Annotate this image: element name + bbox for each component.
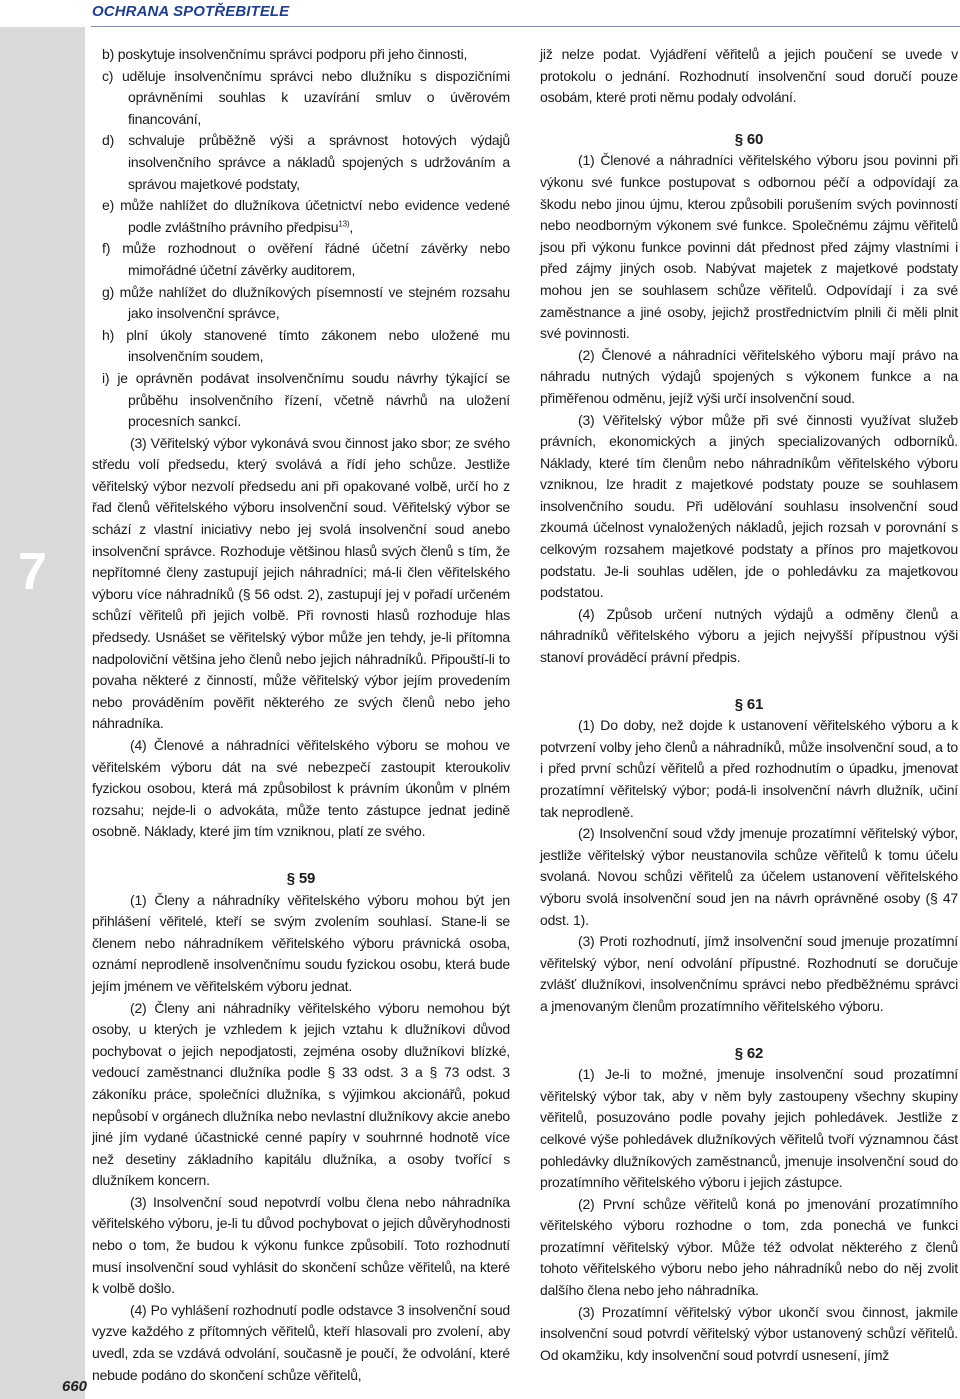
paragraph: (1) Je-li to možné, jmenuje insolvenční soud prozatímní věřitelský výbor tak, aby v něm byly zastoupeny všechny skupiny věřitelů, posuzováno podle povahy jejich pohledávek. Jestliže z celkové výše pohledávek dlužníkových věřitelů tvoří významnou část pohledávky dlužníkových zaměstnanců, jmenuje insolvenční soud do prozatímního věřitelského výboru i jejich zástupce.	[540, 1066, 958, 1191]
section-heading: § 62	[734, 1044, 764, 1062]
list-item-suffix: ,	[349, 218, 354, 235]
section-heading: § 60	[734, 130, 764, 148]
list-item: f) může rozhodnout o ověření řádné účetní závěrky nebo mimořádné účetní závěrky auditorem,	[102, 240, 510, 278]
running-header	[91, 0, 960, 27]
paragraph: (4) Po vyhlášení rozhodnutí podle odstavce 3 insolvenční soud vyzve každého z přítomných věřitelů, kteří hlasovali pro zvolení, aby uvedl, zda se vzdává odvolání, současně je poučí, že odvolání, které nebude podáno do skončení schůze věřitelů,	[92, 1301, 510, 1383]
list-item: b) poskytuje insolvenčnímu správci podporu při jeho činnosti,	[102, 46, 468, 62]
paragraph: (2) Členové a náhradníci věřitelského výboru mají právo na náhradu nutných výdajů spojených s výkonem funkce a na přiměřenou odměnu, jejíž výši určí insolvenční soud.	[540, 346, 958, 406]
list-item: c) uděluje insolvenčnímu správci nebo dlužníku s dispozičními oprávněními souhlas k uzavírání smluv o úvěrovém financování,	[102, 67, 510, 127]
list-item: i) je oprávněn podávat insolvenčnímu soudu návrhy týkající se průběhu insolvenčního řízení, včetně návrhů na uložení procesních sankcí.	[102, 369, 510, 430]
footnote-ref: 13)	[338, 219, 350, 229]
paragraph: (1) Členové a náhradníci věřitelského výboru jsou povinni při výkonu své funkce postupovat s odbornou péčí a odpovídají za škodu nebo jinou újmu, kterou způsobili porušením svých povinností nebo neodborným výkonem své funkce. Společnému zájmu věřitelů jsou při výkonu funkce povinni dát přednost před zájmy vlastními i před zájmy jiných osob. Nabývat majetek z majetkové podstaty mohou jen se souhlasem schůze věřitelů. Odpovídají i za své zaměstnance a jiné osoby, jejichž prostřednictvím plnili či měli plnit své povinnosti.	[540, 152, 958, 342]
paragraph: (4) Členové a náhradníci věřitelského výboru se mohou ve věřitelském výboru dát na své nebezpečí zastoupit kteroukoliv fyzickou osobou, která má způsobilost k právním úkonům v plném rozsahu; nejde-li o advokáta, může tento zástupce jednat jedině osobně. Náklady, které jim tím vzniknou, platí ze svého.	[92, 737, 510, 840]
paragraph: (3) Věřitelský výbor vykonává svou činnost jako sbor; ze svého středu volí předsedu, který svolává a řídí jeho schůze. Jestliže věřitelský výbor nezvolí předsedu ani při opakované volbě, určí ho z řad členů věřitelského výboru insolvenční soud. Věřitelský výbor se schází z vlastní iniciativy nebo jej svolá insolvenční soud anebo insolvenční správce. Rozhoduje většinou hlasů svých členů s tím, že nepřítomné členy zastupují jejich náhradníci; má-li člen věřitelského výboru více náhradníků (§ 56 odst. 2), zastupují jej v pořadí určeném schůzí věřitelů při jejich volbě. Při rovnosti hlasů rozhoduje hlas předsedy. Usnášet se věřitelský výbor může jen tehdy, je-li přítomna nadpoloviční většina jeho členů nebo jejich náhradníků. Připouští-li to povaha některé z činností, může věřitelský výbor jejím provedením nebo prováděním pověřit některého ze svých členů nebo jeho náhradníka.	[92, 434, 510, 732]
section-heading: § 61	[734, 695, 764, 713]
paragraph: (1) Do doby, než dojde k ustanovení věřitelského výboru a k potvrzení volby jeho členů a náhradníků, může insolvenční soud, a to i před první schůzí věřitelů a před rozhodnutím o úpadku, jmenovat prozatímní věřitelský výbor; podá-li insolvenční návrh dlužník, učiní tak neprodleně.	[540, 717, 958, 820]
chapter-number: 7	[18, 543, 47, 601]
section-heading: § 59	[286, 869, 316, 887]
paragraph: (3) Věřitelský výbor může při své činnosti využívat služeb právních, ekonomických a jiných specializovaných odborníků. Náklady, které tím členům nebo náhradníkům věřitelského výboru vzniknou, lze hradit z majetkové podstaty pouze se souhlasem insolvenčního soudu. Při udělování souhlasu insolvenční soud zkoumá účelnost vynaložených nákladů, jejich rozsah v porovnání s celkovým rozsahem majetkové podstaty a přínos pro majetkovou podstatu. Je-li souhlas udělen, jde o pohledávku za majetkovou podstatou.	[540, 411, 958, 601]
paragraph: (2) Insolvenční soud vždy jmenuje prozatímní věřitelský výbor, jestliže věřitelský výbor neustanovila schůze věřitelů k tomu účelu svolaná. Novou schůzi věřitelů za účelem ustanovení věřitelského výboru svolá insolvenční soud jen na návrh oprávněné osoby (§ 47 odst. 1).	[540, 825, 958, 928]
header-title: OCHRANA SPOTŘEBITELE	[92, 3, 290, 20]
page-number: 660	[62, 1378, 88, 1395]
list-item: g) může nahlížet do dlužníkových písemností ve stejném rozsahu jako insolvenční správce,	[102, 283, 510, 322]
right-column	[540, 44, 958, 1366]
paragraph: (3) Prozatímní věřitelský výbor ukončí svou činnost, jakmile insolvenční soud potvrdí věřitelský výbor ustanovený schůzí věřitelů. Od okamžiku, kdy insolvenční soud potvrdí usnesení, jímž	[540, 1303, 958, 1363]
paragraph: (4) Způsob určení nutných výdajů a odměny členů a náhradníků věřitelského výboru a jejich nejvyšší přípustnou výši stanoví prováděcí právní předpis.	[540, 605, 958, 666]
paragraph: (3) Insolvenční soud nepotvrdí volbu člena nebo náhradníka věřitelského výboru, je-li tu důvod pochybovat o jejich důvěryhodnosti nebo o tom, že budou k výkonu funkce způsobilí. Toto rozhodnutí musí insolvenční soud vyhlásit do skončení schůze věřitelů, na které k volbě došlo.	[92, 1193, 510, 1297]
paragraph: (1) Členy a náhradníky věřitelského výboru mohou být jen přihlášení věřitelé, kteří se svým zvolením souhlasí. Stane-li se členem nebo náhradníkem věřitelského výboru právnická osoba, oznámí neprodleně insolvenčnímu soudu fyzickou osobu, která bude jejím jménem ve věřitelském výboru jednat.	[92, 891, 510, 994]
paragraph: (3) Proti rozhodnutí, jímž insolvenční soud jmenuje prozatímní věřitelský výbor, není odvolání přípustné. Rozhodnutí se doručuje zvlášť dlužníkovi, insolvenčnímu správci nebo předběžnému správci a jmenovaným členům prozatímního věřitelského výboru.	[540, 933, 958, 1014]
paragraph: (2) První schůze věřitelů koná po jmenování prozatímního věřitelského výboru rozhodne o tom, zda ponechá ve funkci prozatímní věřitelský výbor. Může též odvolat některého z členů tohoto věřitelského výboru nebo jeho náhradníků nebo do něj zvolit dalšího člena nebo jeho náhradníka.	[540, 1195, 958, 1299]
paragraph: již nelze podat. Vyjádření věřitelů a jejich poučení se uvede v protokolu o jednání. Rozhodnutí insolvenční soud doručí pouze osobám, které proti němu podaly odvolání.	[540, 46, 958, 106]
list-item	[92, 195, 510, 238]
list-item: d) schvaluje průběžně výši a správnost hotových výdajů insolvenčního správce a nákladů spojených s udržováním a správou majetkové podstaty,	[102, 132, 510, 192]
chapter-sidebar	[0, 27, 88, 1399]
list-item: h) plní úkoly stanovené tímto zákonem nebo uložené mu insolvenčním soudem,	[102, 326, 510, 365]
paragraph: (2) Členy ani náhradníky věřitelského výboru nemohou být osoby, u kterých je vzhledem k jejich vztahu k dlužníkovi důvod pochybovat o jejich nepodjatosti, zejména osoby dlužníkovi blízké, vedoucí zaměstnanci dlužníka podle § 33 odst. 3 a § 73 odst. 3 zákoníku práce, společníci dlužníka, s výjimkou akcionářů, pokud nepůsobí v orgánech dlužníka nebo nevlastní dlužníkovy akcie anebo jiné jím vydané účastnické cenné papíry v souhrnné hodnotě více než desetiny základního kapitálu dlužníka, a osoby tvořící s dlužníkem koncern.	[92, 999, 510, 1189]
list-item-text: e) může nahlížet do dlužníkova účetnictví nebo evidence vedené podle zvláštního právního předpisu	[102, 197, 510, 235]
left-column	[92, 44, 510, 1386]
